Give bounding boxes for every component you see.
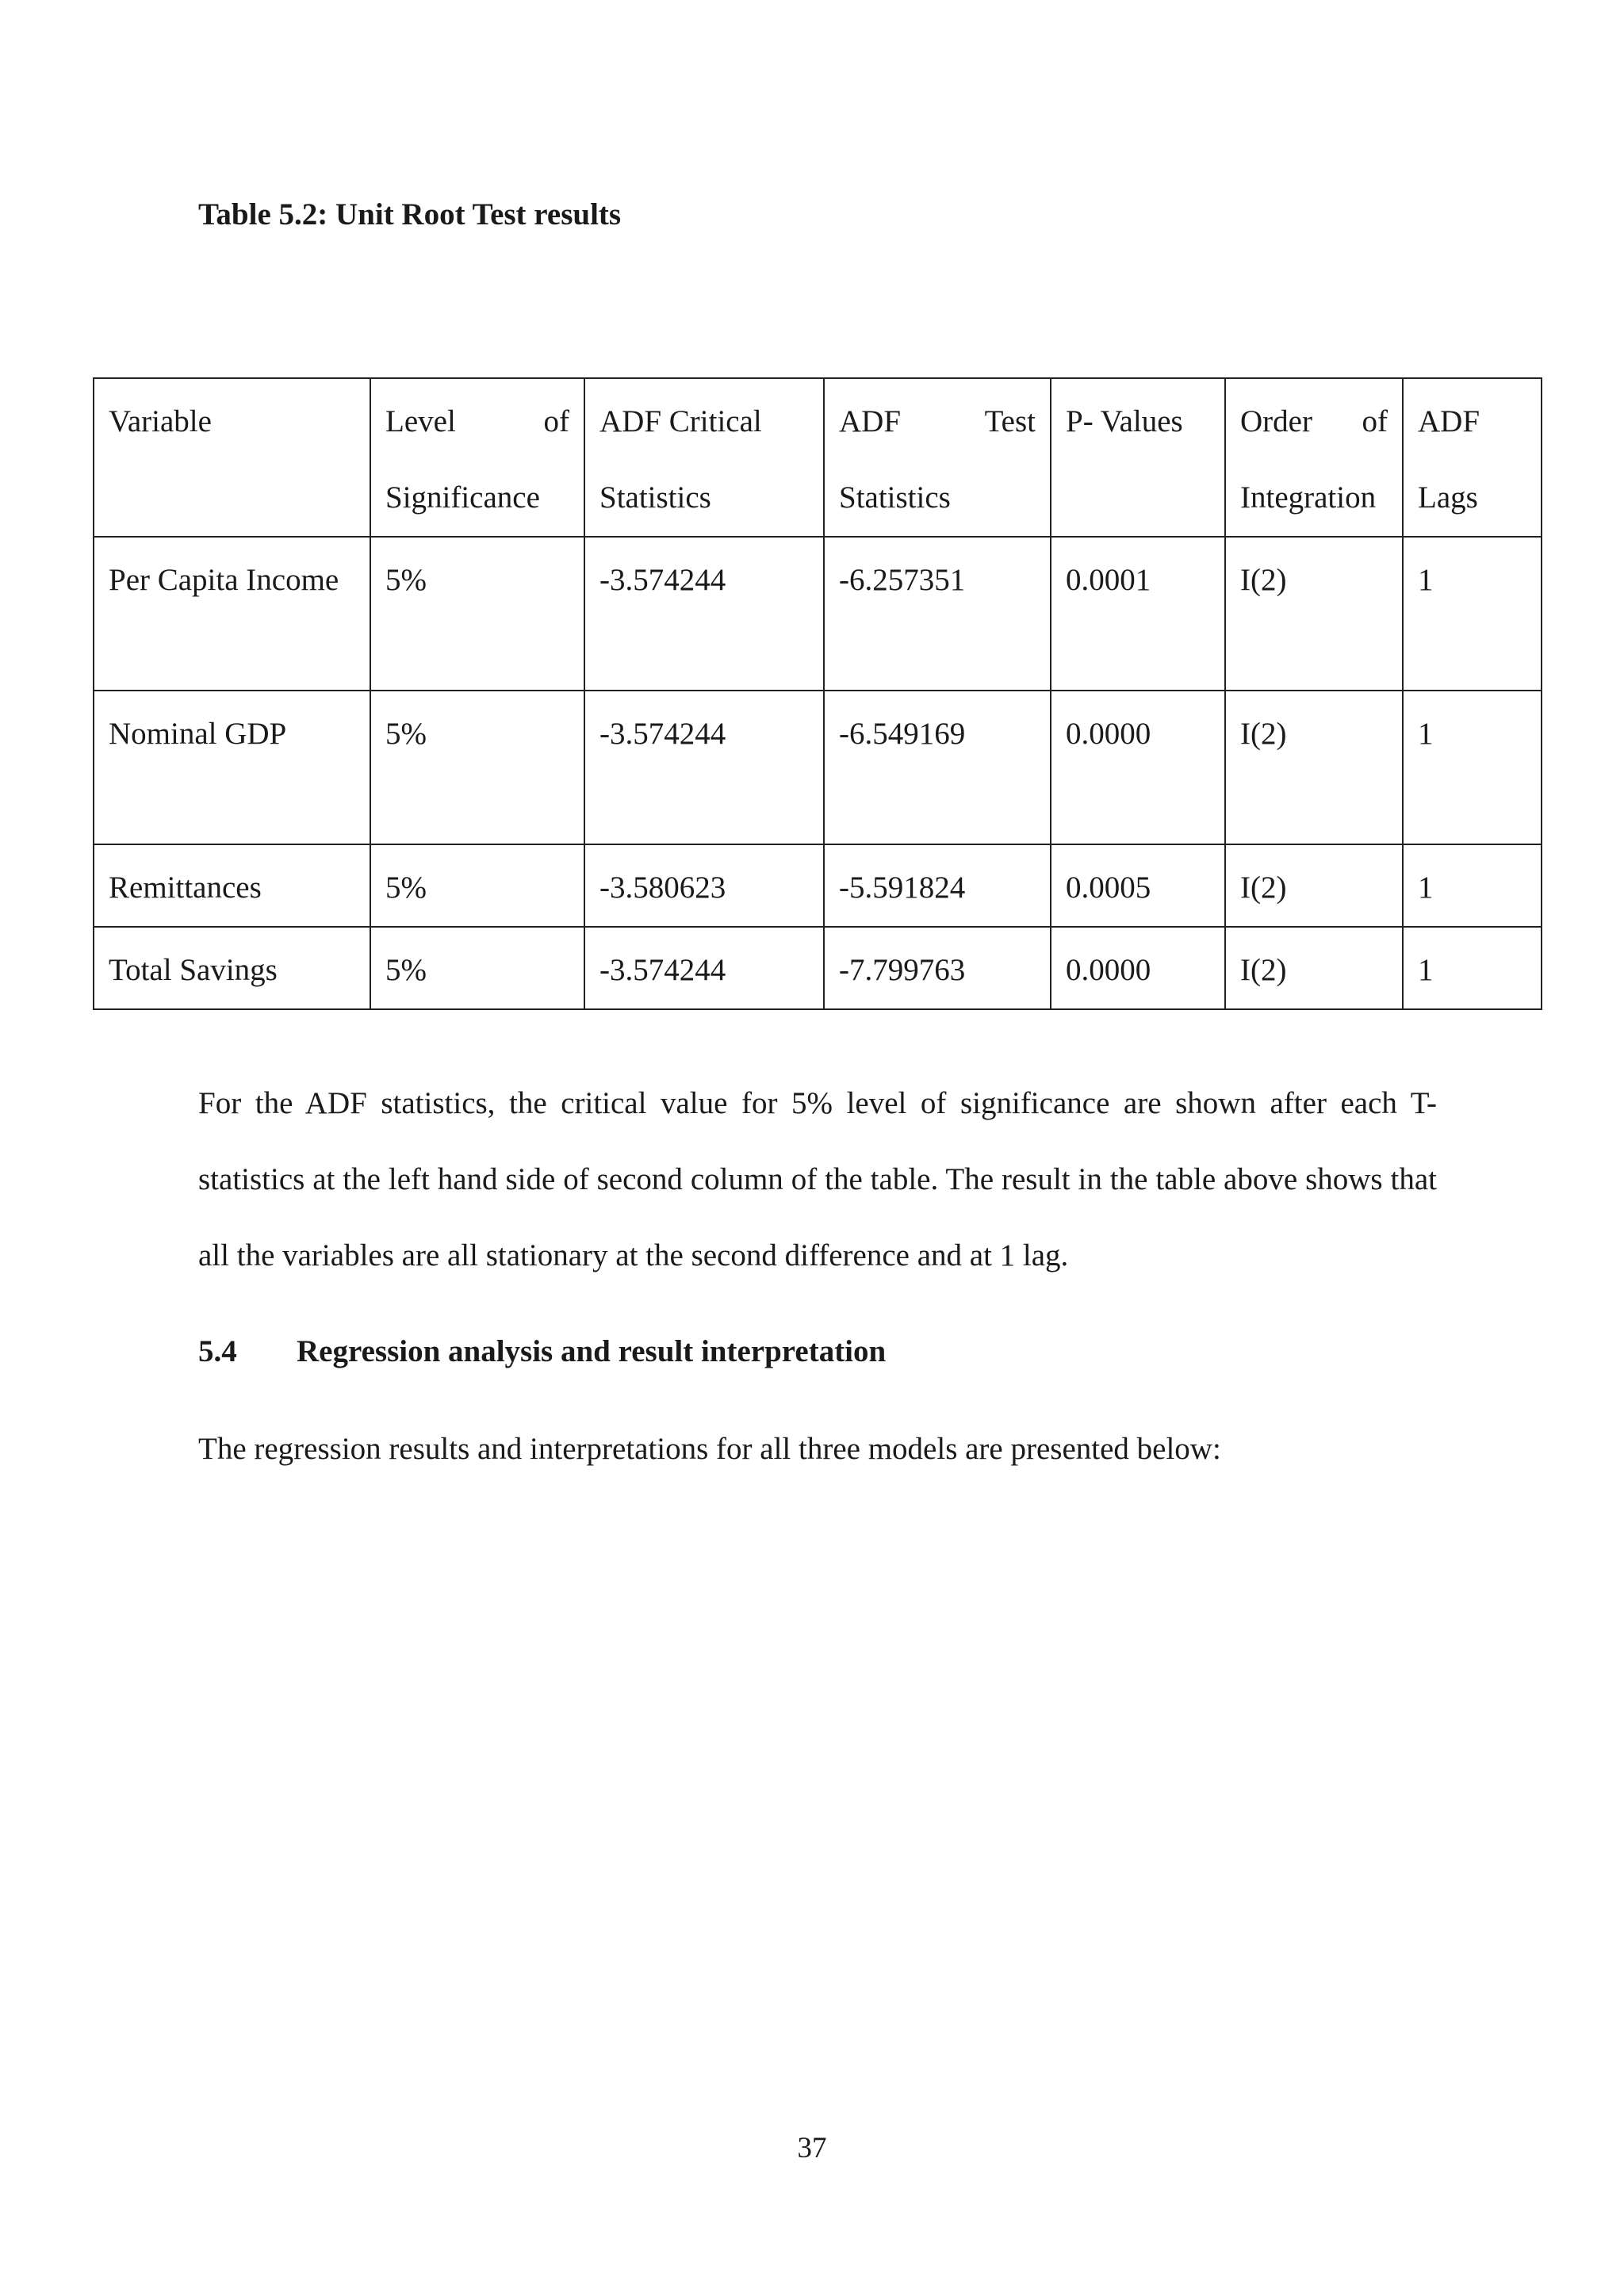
cell-lags: 1 — [1403, 537, 1542, 691]
cell-test: -6.257351 — [824, 537, 1051, 691]
cell-level: 5% — [370, 844, 584, 927]
cell-level: 5% — [370, 537, 584, 691]
cell-order: I(2) — [1225, 691, 1403, 844]
cell-variable: Total Savings — [94, 927, 370, 1009]
section-heading — [198, 1334, 886, 1369]
cell-level: 5% — [370, 691, 584, 844]
cell-pvalue: 0.0005 — [1051, 844, 1225, 927]
table-header-row — [94, 378, 1542, 537]
cell-pvalue: 0.0001 — [1051, 537, 1225, 691]
cell-critical: -3.580623 — [584, 844, 824, 927]
cell-order: I(2) — [1225, 537, 1403, 691]
cell-lags: 1 — [1403, 844, 1542, 927]
table-row — [94, 537, 1542, 691]
header-adf-critical-statistics: ADF Critical Statistics — [584, 378, 824, 537]
header-adf-lags: ADF Lags — [1403, 378, 1542, 537]
cell-pvalue: 0.0000 — [1051, 691, 1225, 844]
cell-test: -6.549169 — [824, 691, 1051, 844]
header-level-of-significance: Level of Significance — [370, 378, 584, 537]
section-number: 5.4 — [198, 1334, 237, 1368]
cell-critical: -3.574244 — [584, 537, 824, 691]
page-number: 37 — [797, 2132, 827, 2164]
section-title: Regression analysis and result interpretation — [297, 1334, 887, 1368]
adf-explanation-paragraph: For the ADF statistics, the critical value for 5% level of significance are shown after each T-statistics at the left hand side of second column of the table. The result in the table above shows that all the variables are all stationary at the second difference and at 1 lag. — [198, 1086, 1437, 1272]
table-caption: Table 5.2: Unit Root Test results — [198, 197, 622, 232]
unit-root-table — [93, 377, 1542, 1010]
cell-critical: -3.574244 — [584, 927, 824, 1009]
cell-variable: Nominal GDP — [94, 691, 370, 844]
header-p-values: P- Values — [1051, 378, 1225, 537]
cell-level: 5% — [370, 927, 584, 1009]
table-row — [94, 844, 1542, 927]
header-adf-test-statistics: ADF Test Statistics — [824, 378, 1051, 537]
table-row — [94, 691, 1542, 844]
regression-intro-paragraph: The regression results and interpretations for all three models are presented below: — [198, 1432, 1221, 1466]
header-order-of-integration: Order of Integration — [1225, 378, 1403, 537]
cell-order: I(2) — [1225, 844, 1403, 927]
cell-lags: 1 — [1403, 691, 1542, 844]
cell-test: -7.799763 — [824, 927, 1051, 1009]
cell-test: -5.591824 — [824, 844, 1051, 927]
cell-critical: -3.574244 — [584, 691, 824, 844]
cell-variable: Remittances — [94, 844, 370, 927]
cell-order: I(2) — [1225, 927, 1403, 1009]
table-row — [94, 927, 1542, 1009]
cell-pvalue: 0.0000 — [1051, 927, 1225, 1009]
header-variable: Variable — [94, 378, 370, 537]
cell-lags: 1 — [1403, 927, 1542, 1009]
cell-variable: Per Capita Income — [94, 537, 370, 691]
